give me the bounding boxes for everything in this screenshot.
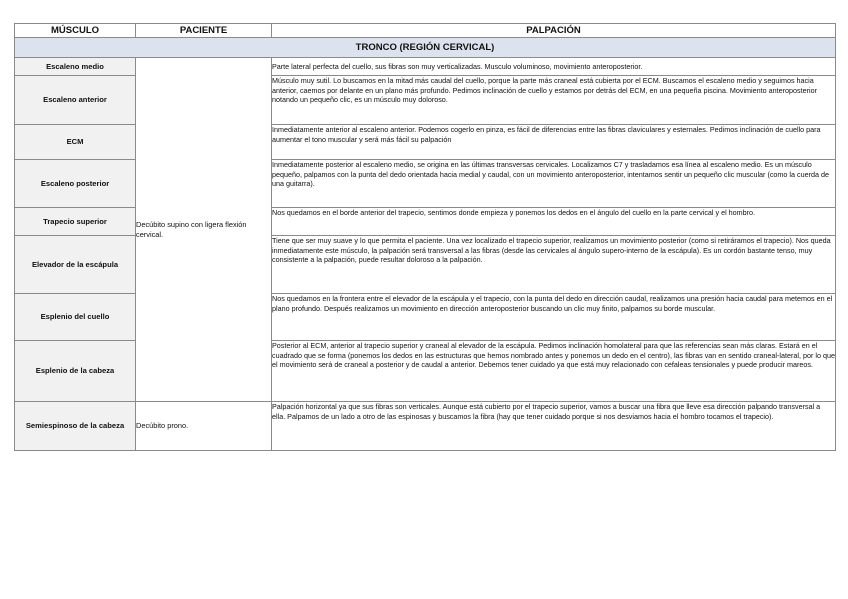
section-title: TRONCO (REGIÓN CERVICAL) — [15, 38, 836, 58]
muscle-name: ECM — [15, 125, 136, 160]
muscle-name: Trapecio superior — [15, 208, 136, 236]
position-supino: Decúbito supino con ligera flexión cervical. — [136, 58, 272, 402]
header-paciente: PACIENTE — [136, 24, 272, 38]
header-palpacion: PALPACIÓN — [272, 24, 836, 38]
palpation-text: Palpación horizontal ya que sus fibras son verticales. Aunque está cubierto por el trapecio superior, vamos a buscar una fibra que lleve esa dirección palpando transversal a ella. Palpamos de un lado a otro de las espinosas y buscamos la fibra (hay que tener cuidado porque si nos desviamos hacia el hombro tocamos el trapecio). — [272, 402, 836, 451]
palpation-text: Nos quedamos en el borde anterior del trapecio, sentimos donde empieza y ponemos los dedos en el ángulo del cuello en la parte cervical y el hombro. — [272, 208, 836, 236]
muscle-name: Esplenio de la cabeza — [15, 341, 136, 402]
table-row — [15, 58, 836, 76]
palpation-text: Tiene que ser muy suave y lo que permita el paciente. Una vez localizado el trapecio superior, realizamos un movimiento posterior (como si retiráramos el trapecio). Nos queda inmediatamente este músculo, la palpación será transversal a las fibras (desde las cervicales al ángulo supero-interno de la escápula). Es un cordón bastante tenso, muy consistente a la palpación, puede resultar doloroso a la palpación. — [272, 236, 836, 294]
palpation-text: Músculo muy sutil. Lo buscamos en la mitad más caudal del cuello, porque la parte más craneal está cubierta por el ECM. Buscamos el escaleno medio y seguimos hacia anterior, caemos por delante en un plano más profundo. Pedimos inclinación de cuello y estamos por detrás del ECM, en una pequeña piscina. Movimiento anteroposterior notando un pequeño clic, es un músculo muy doloroso. — [272, 76, 836, 125]
position-prono: Decúbito prono. — [136, 402, 272, 451]
palpation-text: Inmediatamente posterior al escaleno medio, se origina en las últimas transversas cervicales. Localizamos C7 y trasladamos esa línea al escaleno medio. Es un músculo pequeño, palpamos con la punta del dedo orientada hacia medial y caudal, con un movimiento anteroposterior, intentamos sentir un pequeño clic muscular (como la cuerda de una guitarra). — [272, 160, 836, 208]
header-row — [15, 24, 836, 38]
section-row — [15, 38, 836, 58]
muscle-name: Esplenio del cuello — [15, 294, 136, 341]
muscle-name: Escaleno posterior — [15, 160, 136, 208]
palpation-text: Posterior al ECM, anterior al trapecio superior y craneal al elevador de la escápula. Pedimos inclinación homolateral para que las referencias sean más claras. Estará en el cuadrado que se forma (ponemos los dedos en las estructuras que hemos nombrado antes y ponemos un dedo en el centro), las fibras van en sentido craneal-lateral, por lo que el movimiento será de craneal a posterior y de caudal a anterior. Debemos tener cuidado ya que está muy relacionado con cefaleas tensionales y puede producir mareos. — [272, 341, 836, 402]
header-musculo: MÚSCULO — [15, 24, 136, 38]
palpation-table — [14, 23, 836, 451]
palpation-text: Parte lateral perfecta del cuello, sus fibras son muy verticalizadas. Musculo voluminoso, movimiento anteroposterior. — [272, 58, 836, 76]
muscle-name: Semiespinoso de la cabeza — [15, 402, 136, 451]
muscle-name: Escaleno anterior — [15, 76, 136, 125]
table-row — [15, 402, 836, 451]
palpation-text: Nos quedamos en la frontera entre el elevador de la escápula y el trapecio, con la punta del dedo en dirección caudal, realizamos una presión hacia caudal para metemos en el plano profundo. Después realizamos un movimiento en dirección anteroposterior buscando un clic muy finito, palpamos su borde muscular. — [272, 294, 836, 341]
muscle-name: Elevador de la escápula — [15, 236, 136, 294]
muscle-name: Escaleno medio — [15, 58, 136, 76]
palpation-text: Inmediatamente anterior al escaleno anterior. Podemos cogerlo en pinza, es fácil de diferencias entre las fibras claviculares y esternales. Pedimos inclinación de cuello para aumentar el tono muscular y será más fácil su palpación — [272, 125, 836, 160]
